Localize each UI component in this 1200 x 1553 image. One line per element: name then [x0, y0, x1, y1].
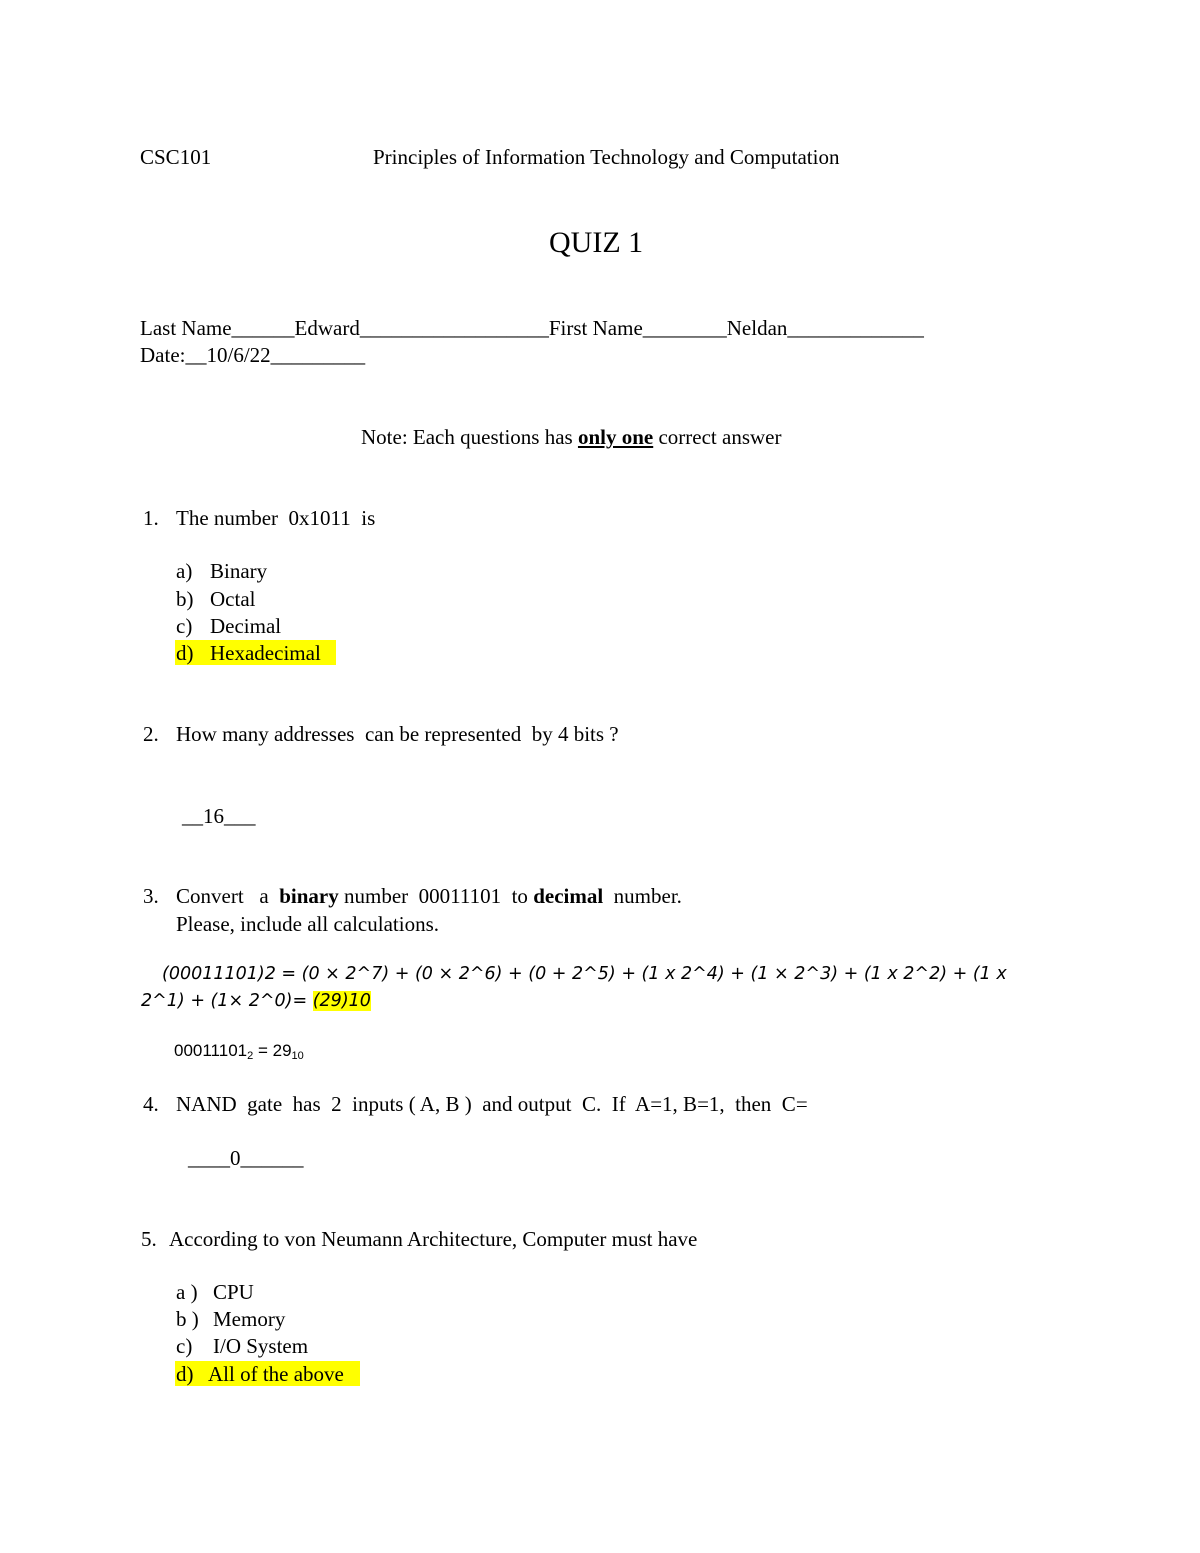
- q5-option-d: [175, 1361, 360, 1386]
- note-suffix: correct answer: [653, 425, 782, 449]
- name-line: [140, 315, 924, 341]
- date-value: 10/6/22: [206, 343, 271, 367]
- summary-base-2: 2: [247, 1050, 254, 1062]
- option-label: Hexadecimal: [210, 641, 321, 665]
- q1-option-a: [176, 558, 268, 584]
- answer-blank-post: ______: [240, 1146, 304, 1170]
- note-prefix: Note: Each questions has: [361, 425, 578, 449]
- option-label: Decimal: [210, 614, 282, 638]
- q3-text-bold-binary: binary: [279, 884, 339, 908]
- option-letter: d): [176, 1362, 194, 1386]
- summary-base-10: 10: [291, 1050, 304, 1062]
- first-name-blank-pre: ________: [642, 316, 727, 340]
- q4-number: 4.: [143, 1092, 159, 1116]
- first-name-blank-post: _____________: [787, 316, 924, 340]
- option-label: I/O System: [213, 1334, 309, 1358]
- option-label: Memory: [213, 1307, 286, 1331]
- answer-blank-pre: __: [182, 804, 203, 828]
- q1-option-d: [175, 640, 336, 665]
- calc-text: 2^1) + (1× 2^0)=: [141, 991, 313, 1011]
- q2-number: 2.: [143, 722, 159, 746]
- q3-summary: [174, 1040, 304, 1061]
- answer-blank-pre: ____: [188, 1146, 230, 1170]
- quiz-title: QUIZ 1: [549, 226, 644, 259]
- q3-number: 3.: [143, 884, 159, 908]
- q3-text-part: Convert a: [176, 884, 280, 908]
- q2-answer: [182, 803, 256, 829]
- q3-calculation-line1: (00011101)2 = (0 × 2^7) + (0 × 2^6) + (0 + 2^5) + (1 x 2^4) + (1 × 2^3) + (1 x 2^2) + (1 x: [162, 964, 1007, 984]
- answer-value: 0: [230, 1146, 241, 1170]
- q5-option-a: [176, 1279, 254, 1305]
- date-blank-pre: __: [185, 343, 207, 367]
- q1-number: 1.: [143, 506, 159, 530]
- q5-option-c: [176, 1333, 309, 1359]
- option-label: Binary: [210, 559, 268, 583]
- answer-value: 16: [203, 804, 224, 828]
- option-letter: b): [176, 587, 194, 611]
- summary-decimal: = 29: [253, 1041, 292, 1060]
- date-label: Date:: [140, 343, 186, 367]
- q3-calculation-line2: [141, 991, 371, 1013]
- q4-answer: [188, 1145, 304, 1171]
- course-title: Principles of Information Technology and Computation: [373, 145, 840, 169]
- option-letter: c): [176, 1334, 193, 1358]
- note-emphasis: only one: [577, 425, 654, 449]
- option-letter: b ): [176, 1307, 199, 1331]
- course-code: CSC101: [140, 145, 212, 169]
- q1-option-c: [176, 613, 282, 639]
- first-name-value: Neldan: [726, 316, 788, 340]
- last-name-blank-pre: ______: [231, 316, 295, 340]
- calc-result-highlight: (29)10: [312, 991, 371, 1011]
- date-line: [140, 342, 365, 368]
- option-letter: a): [176, 559, 193, 583]
- q2-text: How many addresses can be represented by 4 bits ?: [176, 722, 619, 746]
- note: [361, 424, 781, 450]
- q3-instruction: Please, include all calculations.: [176, 912, 439, 936]
- option-letter: d): [176, 641, 194, 665]
- last-name-blank-post: __________________: [359, 316, 549, 340]
- option-letter: c): [176, 614, 193, 638]
- first-name-label: First Name: [548, 316, 643, 340]
- q1-text: The number 0x1011 is: [176, 506, 376, 530]
- q4-text: NAND gate has 2 inputs ( A, B ) and output C. If A=1, B=1, then C=: [176, 1092, 808, 1116]
- summary-binary: 00011101: [174, 1041, 248, 1060]
- q5-option-b: [176, 1306, 286, 1332]
- q3-text-part: number.: [603, 884, 682, 908]
- date-blank-post: _________: [270, 343, 366, 367]
- q5-number: 5.: [141, 1227, 157, 1251]
- option-label: All of the above: [208, 1362, 344, 1386]
- q3-text-bold-decimal: decimal: [533, 884, 604, 908]
- q3-text: [176, 883, 682, 909]
- option-label: CPU: [213, 1280, 254, 1304]
- q5-text: According to von Neumann Architecture, Computer must have: [169, 1227, 698, 1251]
- option-label: Octal: [210, 587, 256, 611]
- q3-text-part: number 00011101 to: [338, 884, 534, 908]
- last-name-value: Edward: [294, 316, 360, 340]
- option-letter: a ): [176, 1280, 198, 1304]
- answer-blank-post: ___: [224, 804, 256, 828]
- q1-option-b: [176, 586, 256, 612]
- last-name-label: Last Name: [140, 316, 232, 340]
